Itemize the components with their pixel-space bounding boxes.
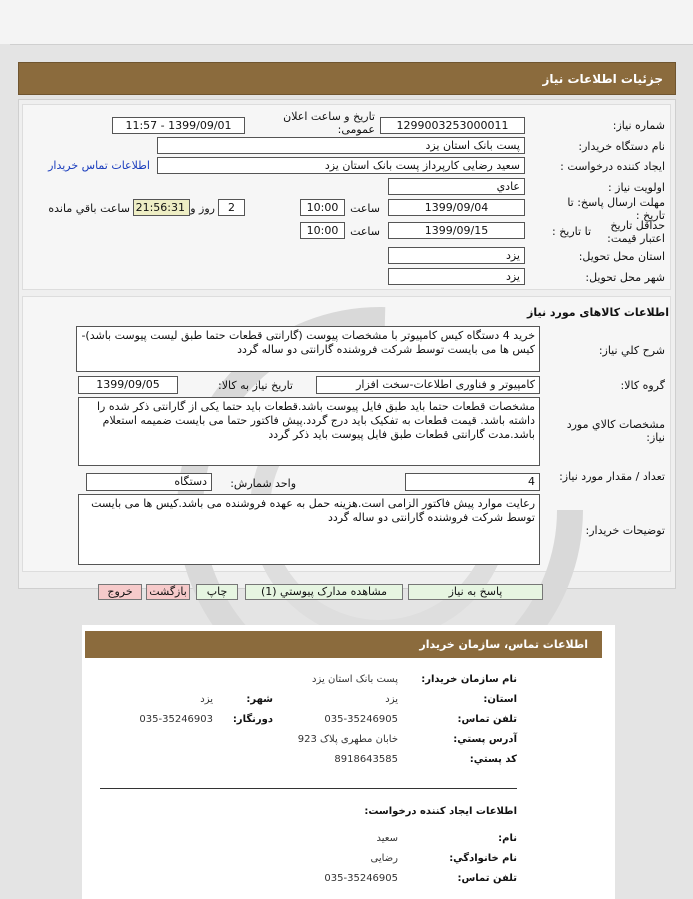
deadline-label: مهلت ارسال پاسخ: تا تاریخ : [567,196,665,222]
page-header: جزئیات اطلاعات نیاز [18,62,676,95]
city-value: یزد [200,694,213,705]
creator-field: سعید رضایی کارپرداز پست بانک استان یزد [157,157,525,174]
org-value: پست بانک استان یزد [312,674,398,685]
specs-label: مشخصات کالاي مورد نیاز: [566,418,665,444]
creator-section-title: اطلاعات ایجاد کننده درخواست: [364,806,517,817]
address-label: آدرس پستي: [453,734,517,745]
announce-label: تاریخ و ساعت اعلان عمومی: [283,110,375,136]
reply-button[interactable]: پاسخ به نیاز [408,584,543,600]
fax-label: دورنگار: [232,714,273,725]
exit-button[interactable]: خروج [98,584,142,600]
creator-label: ایجاد کننده درخواست : [560,160,665,173]
announce-field: 1399/09/01 - 11:57 [112,117,245,134]
contact-card-header: اطلاعات تماس، سازمان خریدار [85,631,602,658]
days-label: روز و [190,202,215,215]
remaining-label: ساعت باقي مانده [48,202,130,215]
notes-textarea[interactable]: رعایت موارد پیش فاکتور الزامی است.هزینه حمل به عهده فروشنده می باشد.کیس ها می بایست توسط شرکت فروشنده گارانتی دو ساله گردد [78,494,540,565]
qty-label: تعداد / مقدار مورد نیاز: [559,470,665,483]
family-value: رضایی [370,853,398,864]
province-label: استان: [483,694,517,705]
need-number-field: 1299003253000011 [380,117,525,134]
creator-phone-value: 035-35246905 [324,873,398,884]
name-label: نام: [498,833,517,844]
unit-label: واحد شمارش: [230,477,296,490]
postal-label: کد پستي: [469,754,517,765]
validity-date-field: 1399/09/15 [388,222,525,239]
unit-field: دستگاه [86,473,212,491]
summary-label: شرح کلي نیاز: [598,344,665,357]
province-value: یزد [385,694,398,705]
divider [10,44,693,45]
goods-section-title: اطلاعات کالاهای مورد نیاز [527,306,669,319]
buyer-field: پست بانک استان یزد [157,137,525,154]
qty-field: 4 [405,473,540,491]
creator-phone-label: تلفن تماس: [457,873,517,884]
need-date-field: 1399/09/05 [78,376,178,394]
org-label: نام سازمان خریدار: [421,674,517,685]
buyer-contact-link[interactable]: اطلاعات تماس خریدار [48,159,150,172]
city-label: شهر: [246,694,273,705]
validity-time-field: 10:00 [300,222,345,239]
print-button[interactable]: چاپ [196,584,238,600]
notes-label: توضیحات خریدار: [585,524,665,537]
need-date-label: تاریخ نیاز به کالا: [218,379,293,392]
deadline-date-field: 1399/09/04 [388,199,525,216]
specs-textarea[interactable]: مشخصات قطعات حتما باید طبق فایل پیوست باشد.قطعات باید حتما یکی از گارانتی ذکر شده را داشته باشد. قیمت قطعات به تفکیک باید درج گردد.پیش فاکتور حتما می بایست ضمیمه استعلام باشد.مدت گارانتی قطعات طبق فایل پیوست باید ذکر گردد [78,397,540,466]
summary-textarea[interactable]: خرید 4 دستگاه کیس کامپیوتر با مشخصات پیوست (گارانتی قطعات حتما طبق لیست پیوست باشد)- کیس ها می بایست توسط شرکت فروشنده گارانتی دو ساله گردد [76,326,540,372]
remaining-time-field: 21:56:31 [133,199,190,216]
days-field: 2 [218,199,245,216]
address-value: خابان مطهری پلاک 923 [297,734,398,745]
family-label: نام خانوادگي: [449,853,517,864]
province-label: استان محل تحویل: [578,250,665,263]
group-label: گروه کالا: [620,379,665,392]
back-button[interactable]: بازگشت [146,584,190,600]
validity-time-label: ساعت [350,225,380,238]
priority-field: عادي [388,178,525,195]
province-field: یزد [388,247,525,264]
fax-value: 035-35246903 [139,714,213,725]
buyer-label: نام دستگاه خریدار: [578,140,665,153]
phone-value: 035-35246905 [324,714,398,725]
top-bar [0,0,693,44]
need-number-label: شماره نیاز: [612,119,665,132]
name-value: سعید [376,833,398,844]
divider [100,788,517,789]
postal-value: 8918643585 [334,754,398,765]
phone-label: تلفن تماس: [457,714,517,725]
city-field: یزد [388,268,525,285]
priority-label: اولویت نیاز : [607,181,665,194]
deadline-time-field: 10:00 [300,199,345,216]
attachments-button[interactable]: مشاهده مدارک پیوستي (1) [245,584,403,600]
deadline-time-label: ساعت [350,202,380,215]
validity-to-label: تا تاریخ : [552,225,591,238]
city-label: شهر محل تحویل: [585,271,665,284]
group-field: کامپیوتر و فناوری اطلاعات-سخت افزار [316,376,540,394]
validity-label: حداقل تاریخ اعتبار قیمت: [607,219,665,245]
